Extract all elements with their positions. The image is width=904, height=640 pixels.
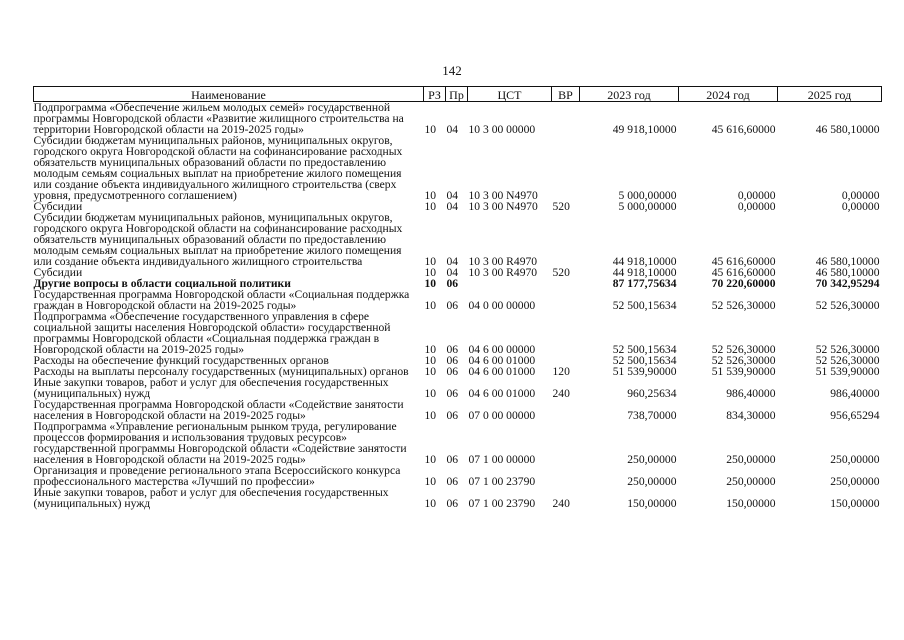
cell-vr: 520 [552, 200, 570, 213]
cell-pr: 04 [446, 266, 459, 279]
cell-cst: 10 3 00 R4970 [468, 266, 538, 279]
cell-vr: 120 [552, 365, 570, 378]
cell-2025: 0,00000 [841, 200, 880, 213]
cell-cst: 07 1 00 00000 [468, 453, 536, 466]
cell-2023: 52 500,15634 [612, 354, 677, 367]
table-body [34, 102, 882, 510]
table-row [34, 421, 882, 465]
table-row [34, 465, 882, 487]
cell-name: Иные закупки товаров, работ и услуг для обеспечения государственных (муниципальных) нужд [33, 486, 389, 510]
cell-2024: 70 220,60000 [711, 277, 776, 290]
cell-name: Иные закупки товаров, работ и услуг для обеспечения государственных (муниципальных) нужд [33, 376, 389, 400]
cell-cst: 07 1 00 23790 [468, 475, 536, 488]
cell-vr [552, 399, 580, 421]
cell-2024: 52 526,30000 [711, 354, 776, 367]
cell-cst: 10 3 00 R4970 [468, 255, 538, 268]
cell-2024: 52 526,30000 [711, 343, 776, 356]
cell-pr: 06 [446, 277, 459, 290]
cell-2023: 44 918,10000 [612, 266, 677, 279]
header-vr: ВР [552, 87, 580, 102]
cell-cst: 04 0 00 00000 [468, 299, 536, 312]
cell-2025: 52 526,30000 [815, 354, 880, 367]
cell-name: Субсидии [33, 266, 83, 279]
cell-rz: 10 [424, 475, 437, 488]
header-name: Наименование [34, 87, 424, 102]
cell-rz: 10 [424, 277, 437, 290]
cell-vr: 240 [552, 387, 570, 400]
cell-cst: 10 3 00 N4970 [468, 189, 538, 202]
cell-vr [552, 102, 580, 136]
table-row [34, 311, 882, 355]
page-number: 142 [442, 63, 462, 78]
cell-2023: 5 000,00000 [618, 200, 677, 213]
cell-pr: 06 [446, 354, 459, 367]
cell-cst: 07 0 00 00000 [468, 409, 536, 422]
cell-2024: 986,40000 [726, 387, 776, 400]
cell-2024: 45 616,60000 [711, 255, 776, 268]
cell-rz: 10 [424, 343, 437, 356]
table-row [34, 289, 882, 311]
cell-pr: 06 [446, 299, 459, 312]
header-rz: РЗ [424, 87, 446, 102]
cell-name: Расходы на выплаты персоналу государственных (муниципальных) органов [33, 365, 409, 378]
cell-2024: 51 539,90000 [711, 365, 776, 378]
cell-2023: 5 000,00000 [618, 189, 677, 202]
cell-vr [552, 289, 580, 311]
cell-cst: 10 3 00 00000 [468, 123, 536, 136]
cell-vr [552, 311, 580, 355]
cell-cst: 04 6 00 01000 [468, 354, 536, 367]
cell-2025: 250,00000 [830, 453, 880, 466]
cell-2023: 87 177,75634 [612, 277, 677, 290]
cell-rz: 10 [424, 453, 437, 466]
cell-name: Субсидии [33, 200, 83, 213]
cell-2025: 46 580,10000 [815, 123, 880, 136]
cell-cst: 10 3 00 N4970 [468, 200, 538, 213]
cell-rz: 10 [424, 266, 437, 279]
cell-2024: 0,00000 [737, 189, 776, 202]
cell-2023: 51 539,90000 [612, 365, 677, 378]
cell-name: Подпрограмма «Обеспечение государственного управления в сфере социальной защиты населения Новгородской области» государственной программы Новгородской области «Социальная поддержка граждан в Новгородской области на 2019-2025 годы» [33, 310, 391, 356]
cell-rz: 10 [424, 354, 437, 367]
cell-pr: 06 [446, 475, 459, 488]
cell-pr: 04 [446, 189, 459, 202]
cell-2023: 960,25634 [627, 387, 677, 400]
cell-2023: 250,00000 [627, 453, 677, 466]
cell-2025: 46 580,10000 [815, 266, 880, 279]
cell-rz: 10 [424, 387, 437, 400]
cell-rz: 10 [424, 200, 437, 213]
cell-name: Расходы на обеспечение функций государственных органов [33, 354, 329, 367]
cell-name: Другие вопросы в области социальной политики [33, 277, 291, 290]
cell-2023: 49 918,10000 [612, 123, 677, 136]
cell-2024: 250,00000 [726, 475, 776, 488]
table-row [34, 377, 882, 399]
cell-2023: 52 500,15634 [612, 299, 677, 312]
cell-pr: 06 [446, 365, 459, 378]
cell-2025: 52 526,30000 [815, 343, 880, 356]
cell-vr: 240 [552, 497, 570, 510]
cell-name: Государственная программа Новгородской области «Содействие занятости населения в Новгородской области на 2019-2025 годы» [33, 398, 404, 422]
table-row [34, 135, 882, 201]
cell-2023: 150,00000 [627, 497, 677, 510]
cell-pr: 04 [446, 255, 459, 268]
cell-name: Субсидии бюджетам муниципальных районов, муниципальных округов, городского округа Новгородской области на софинансирование расходных обязательств муниципальных образований области по предоставлению молодым семьям социальных выплат на приобретение жилого помещения или создание объекта индивидуального жилищного строительства (сверх уровня, предусмотренного соглашением) [33, 134, 403, 202]
cell-2023: 44 918,10000 [612, 255, 677, 268]
cell-2023: 52 500,15634 [612, 343, 677, 356]
cell-name: Субсидии бюджетам муниципальных районов, муниципальных округов, городского округа Новгородской области на софинансирование расходных обязательств муниципальных образований области по предоставлению молодым семьям социальных выплат на приобретение жилого помещения или создание объекта индивидуального жилищного строительства [33, 211, 403, 268]
header-2023: 2023 год [580, 87, 679, 102]
header-2024: 2024 год [679, 87, 778, 102]
cell-2024: 250,00000 [726, 453, 776, 466]
cell-2025: 250,00000 [830, 475, 880, 488]
cell-vr [552, 135, 580, 201]
cell-2024: 45 616,60000 [711, 266, 776, 279]
cell-2024: 150,00000 [726, 497, 776, 510]
cell-2025: 52 526,30000 [815, 299, 880, 312]
cell-rz: 10 [424, 299, 437, 312]
cell-cst: 04 6 00 00000 [468, 343, 536, 356]
cell-rz: 10 [424, 497, 437, 510]
table-row [34, 487, 882, 509]
cell-pr: 06 [446, 453, 459, 466]
cell-2023: 250,00000 [627, 475, 677, 488]
cell-pr: 04 [446, 200, 459, 213]
header-cst: ЦСТ [468, 87, 552, 102]
cell-2023: 738,70000 [627, 409, 677, 422]
cell-vr [552, 212, 580, 267]
cell-name: Подпрограмма «Обеспечение жильем молодых семей» государственной программы Новгородской области «Развитие жилищного строительства на территории Новгородской области на 2019-2025 годы» [33, 101, 404, 136]
cell-rz: 10 [424, 365, 437, 378]
cell-rz: 10 [424, 409, 437, 422]
cell-name: Подпрограмма «Управление региональным рынком труда, регулирование процессов формирования и использования трудовых ресурсов» государственной программы Новгородской области «Содействие занятости населения в Новгородской области на 2019-2025 годы» [33, 420, 407, 466]
cell-vr [552, 421, 580, 465]
table-row [34, 102, 882, 136]
cell-2024: 52 526,30000 [711, 299, 776, 312]
cell-2025: 956,65294 [830, 409, 880, 422]
cell-2025: 986,40000 [830, 387, 880, 400]
table-header-row [34, 87, 882, 102]
cell-pr: 06 [446, 387, 459, 400]
budget-table [33, 86, 882, 509]
cell-pr: 06 [446, 497, 459, 510]
cell-name: Организация и проведение регионального этапа Всероссийского конкурса профессионального мастерства «Лучший по профессии» [33, 464, 401, 488]
cell-2025: 51 539,90000 [815, 365, 880, 378]
cell-rz: 10 [424, 123, 437, 136]
cell-2024: 834,30000 [726, 409, 776, 422]
cell-cst [468, 278, 552, 289]
cell-pr: 04 [446, 123, 459, 136]
cell-2025: 46 580,10000 [815, 255, 880, 268]
cell-rz: 10 [424, 255, 437, 268]
cell-rz: 10 [424, 189, 437, 202]
cell-2024: 0,00000 [737, 200, 776, 213]
table-row [34, 399, 882, 421]
cell-pr: 06 [446, 409, 459, 422]
header-2025: 2025 год [778, 87, 882, 102]
cell-2024: 45 616,60000 [711, 123, 776, 136]
cell-vr: 520 [552, 266, 570, 279]
cell-vr [552, 278, 580, 289]
cell-cst: 04 6 00 01000 [468, 365, 536, 378]
cell-name: Государственная программа Новгородской области «Социальная поддержка граждан в Новгородской области на 2019-2025 годы» [33, 288, 410, 312]
cell-2025: 70 342,95294 [815, 277, 880, 290]
cell-cst: 07 1 00 23790 [468, 497, 536, 510]
header-pr: Пр [446, 87, 468, 102]
table-row [34, 212, 882, 267]
cell-2025: 150,00000 [830, 497, 880, 510]
cell-cst: 04 6 00 01000 [468, 387, 536, 400]
cell-vr [552, 465, 580, 487]
cell-2025: 0,00000 [841, 189, 880, 202]
cell-pr: 06 [446, 343, 459, 356]
